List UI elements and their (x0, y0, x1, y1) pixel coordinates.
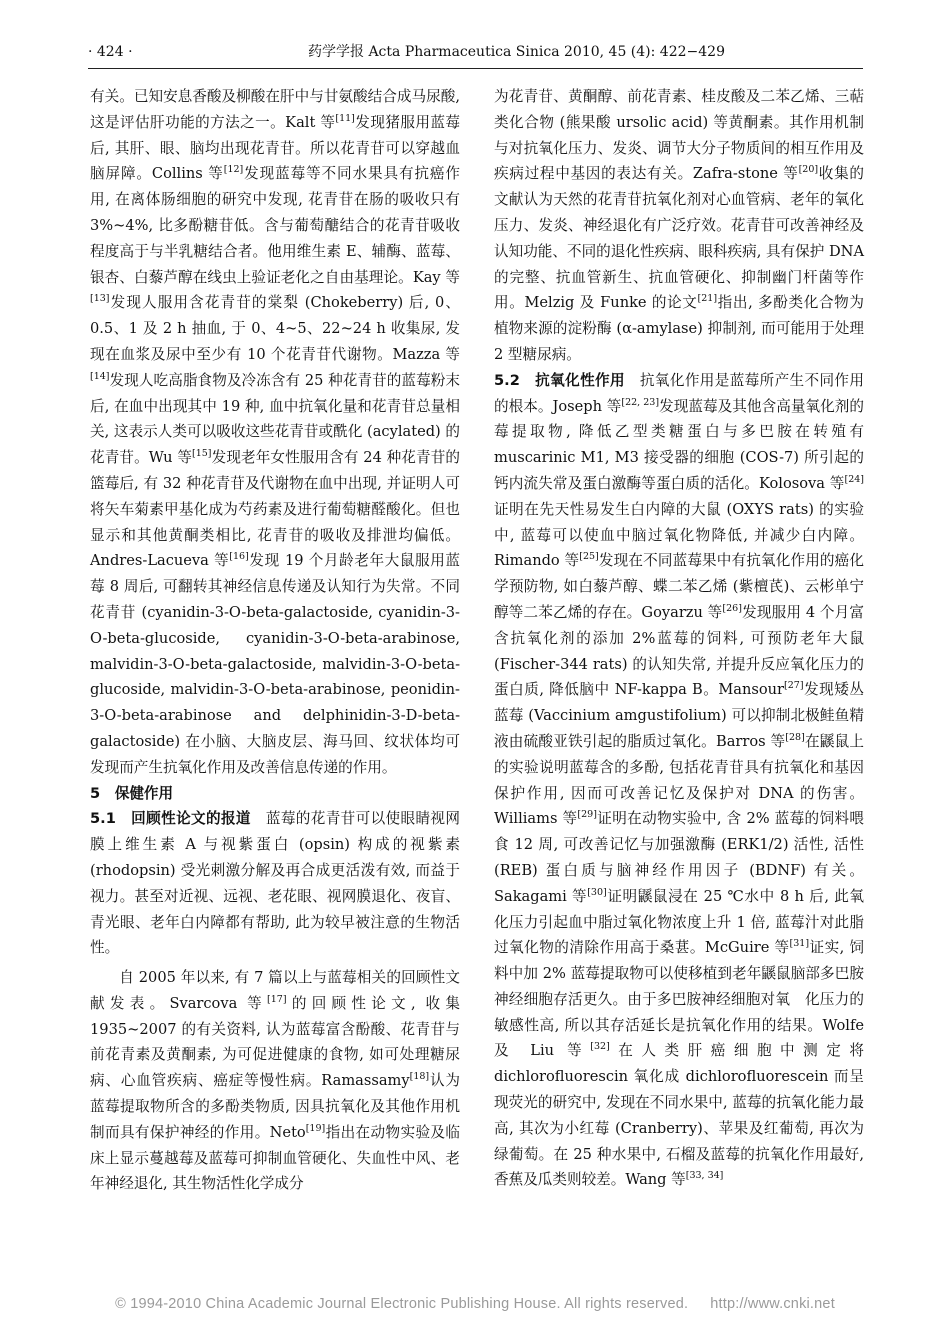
citation-ref: [20] (798, 164, 819, 176)
footer-link[interactable]: http://www.cnki.net (710, 1296, 835, 1312)
citation-ref: [16] (229, 551, 249, 563)
section-heading: 5 保健作用 (90, 784, 174, 802)
paragraph: 5.2 抗氧化性作用 抗氧化作用是蓝莓所产生不同作用的根本。Joseph 等[22, 23]发现蓝莓及其他含高量氧化剂的莓提取物, 降低乙型类糖蛋白与多巴胺在转殖有 muscarinic M1, M3 接受器的细胞 (COS-7) 所引起的钙内流失常及蛋白激酶等蛋白质的活化。Kolosova 等[24]证明在先天性易发生白内障的大鼠 (OXYS rats) 的实验中, 蓝莓可以使血中脑过氧化物降低, 并减少白内障。Rimando 等[25]发现在不同蓝莓果中有抗氧化作用的癌化学预防物, 如白藜芦醇、蝶二苯乙烯 (紫檀芪)、云彬单宁醇等二苯乙烯的存在。Goyarzu 等[26]发现服用 4 个月富含抗氧化剂的添加 2%蓝莓的饲料, 可预防老年大鼠 (Fischer-344 rats) 的认知失常, 并提升反应氧化压力的蛋白质, 降低脑中 NF-kappa B。Mansour[27]发现矮丛蓝莓 (Vaccinium amgustifolium) 可以抑制北极鲑鱼精液由硫酸亚铁引起的脂质过氧化。Barros 等[28]在鼷鼠上的实验说明蓝莓含的多酚, 包括花青苷具有抗氧化和基因保护作用, 因而可改善记忆及保护对 DNA 的伤害。Williams 等[29]证明在动物实验中, 含 2% 蓝莓的饲料喂食 12 周, 可改善记忆与加强激酶 (ERK1/2) 活性, 活性 (REB) 蛋白质与脑神经作用因子 (BDNF) 有关。Sakagami 等[30]证明鼷鼠浸在 25 ℃水中 8 h 后, 此氧化压力引起血中脂过氧化物浓度上升 1 倍, 蓝莓汁对此脂过氧化物的清除作用高于桑葚。McGuire 等[31]证实, 饲料中加 2% 蓝莓提取物可以使移植到老年鼷鼠脑部多巴胺神经细胞存活更久。由于多巴胺神经细胞对氧 化压力的敏感性高, 所以其存活延长是抗氧化作用的结果。Wolfe 及 Liu 等[32]在人类肝癌细胞中测定将 dichlorofluorescin 氧化成 dichlorofluorescein 而呈现荧光的研究中, 发现在不同水果中, 蓝莓的抗氧化能力最高, 其次为小红莓 (Cranberry)、苹果及红葡萄, 再次为绿葡萄。在 25 种水果中, 石榴及蓝莓的抗氧化作用最好, 香蕉及瓜类则较差。Wang 等[33, 34] (494, 371, 865, 1189)
citation-ref: [14] (90, 370, 110, 382)
citation-ref: [33, 34] (685, 1170, 724, 1182)
citation-ref: [11] (335, 112, 355, 124)
citation-ref: [22, 23] (621, 396, 660, 408)
paragraph: 自 2005 年以来, 有 7 篇以上与蓝莓相关的回顾性文献发表。Svarcova 等[17]的回顾性论文, 收集 1935~2007 的有关资料, 认为蓝莓富含酚酸、花青苷与前花青素及黄酮素, 为可促进健康的食物, 如可处理糖尿病、心血管疾病、癌症等慢性病。Ramassamy[18]认为蓝莓提取物所含的多酚类物质, 因具抗氧化及其他作用机制而具有保护神经的作用。Neto[19]指出在动物实验及临床上显示蔓越莓及蓝莓可抑制血管硬化、失血性中风、老年神经退化, 其生物活性化学成分 (90, 969, 461, 1193)
citation-ref: [28] (785, 732, 805, 744)
paragraph: 5.1 回顾性论文的报道 蓝莓的花青苷可以使眼睛视网膜上维生素 A 与视紫蛋白 (opsin) 构成的视紫素 (rhodopsin) 受光刺激分解及再合成更活泼有效, 而益于视力。甚至对近视、远视、老花眼、视网膜退化、夜盲、青光眼、老年白内障都有帮助, 此为较早被注意的生物活性。 (90, 810, 460, 957)
page-header (88, 40, 878, 64)
citation-ref: [17] (267, 994, 287, 1006)
citation-ref: [13] (90, 293, 110, 305)
header-rule (88, 68, 863, 69)
citation-ref: [25] (579, 551, 599, 563)
subsection-heading: 5.2 抗氧化性作用 (494, 371, 625, 389)
citation-ref: [30] (587, 886, 607, 898)
citation-ref: [21] (697, 293, 718, 305)
paragraph: 为花青苷、黄酮醇、前花青素、桂皮酸及二苯乙烯、三萜类化合物 (熊果酸 ursolic acid) 等黄酮素。其作用机制与对抗氧化压力、发炎、调节大分子物质间的相互作用及疾病过程中基因的表达有关。Zafra-stone 等[20]收集的文献认为天然的花青苷抗氧化剂对心血管病、老年的氧化压力、发炎、神经退化有广泛疗效。花青苷可改善神经及认知功能、不同的退化性疾病、眼科疾病, 具有保护 DNA 的完整、抗血管新生、抗血管硬化、抑制幽门杆菌等作用。Melzig 及 Funke 的论文[21]指出, 多酚类化合物为植物来源的淀粉酶 (α-amylase) 抑制剂, 而可能用于处理 2 型糖尿病。 (494, 88, 864, 363)
page-footer (0, 1296, 950, 1312)
citation-ref: [27] (784, 680, 804, 692)
subsection-heading: 5.1 回顾性论文的报道 (90, 810, 251, 828)
citation-ref: [12] (223, 164, 244, 176)
citation-ref: [31] (789, 938, 810, 950)
citation-ref: [15] (192, 448, 212, 460)
citation-ref: [24] (844, 474, 864, 486)
citation-ref: [18] (409, 1071, 430, 1083)
page-number: · 424 · (88, 44, 133, 60)
copyright-notice: © 1994-2010 China Academic Journal Electronic Publishing House. All rights reserved. (115, 1296, 689, 1312)
right-column (494, 84, 864, 1193)
citation-ref: [26] (722, 603, 742, 615)
citation-ref: [19] (305, 1123, 326, 1135)
journal-citation: 药学学报 Acta Pharmaceutica Sinica 2010, 45 (4): 422−429 (308, 44, 725, 60)
left-column (90, 84, 460, 1197)
paragraph: 有关。已知安息香酸及柳酸在肝中与甘氨酸结合成马尿酸, 这是评估肝功能的方法之一。Kalt 等[11]发现猪服用蓝莓后, 其肝、眼、脑均出现花青苷。所以花青苷可以穿越血脑屏障。Collins 等[12]发现蓝莓等不同水果具有抗癌作用, 在离体肠细胞的研究中发现, 花青苷在肠的吸收只有 3%~4%, 比多酚糖苷低。含与葡萄醣结合的花青苷吸收程度高于与半乳糖结合者。他用维生素 E、辅酶、蓝莓、银杏、白藜芦醇在线虫上验证老化之自由基理论。Kay 等[13]发现人服用含花青苷的棠梨 (Chokeberry) 后, 0、0.5、1 及 2 h 抽血, 于 0、4~5、22~24 h 收集尿, 发现在血浆及尿中至少有 10 个花青苷代谢物。Mazza 等[14]发现人吃高脂食物及冷冻含有 25 种花青苷的蓝莓粉末后, 在血中出现其中 19 种, 血中抗氧化量和花青苷总量相关, 这表示人类可以吸收这些花青苷或酰化 (acylated) 的花青苷。Wu 等[15]发现老年女性服用含有 24 种花青苷的篮莓后, 有 32 种花青苷及代谢物在血中出现, 并证明人可将矢车菊素甲基化成为芍药素及进行葡萄糖醛酸化。但也显示和其他黄酮类相比, 花青苷的吸收及排泄均偏低。Andres-Lacueva 等[16]发现 19 个月龄老年大鼠服用蓝莓 8 周后, 可翻转其神经信息传递及认知行为失常。不同花青苷 (cyanidin-3-O-beta-galactoside, cyanidin-3-O-beta-glucoside, cyanidin-3-O-beta-arabinose, malvidin-3-O-beta-galactoside, malvidin-3-O-beta-glucoside, malvidin-3-O-beta-arabinose, peonidin-3-O-beta-arabinose and delphinidin-3-D-beta-galactoside) 在小脑、大脑皮层、海马回、纹状体均可发现而产生抗氧化作用及改善信息传递的作用。 (90, 88, 461, 776)
citation-ref: [32] (590, 1041, 610, 1053)
citation-ref: [29] (577, 809, 597, 821)
